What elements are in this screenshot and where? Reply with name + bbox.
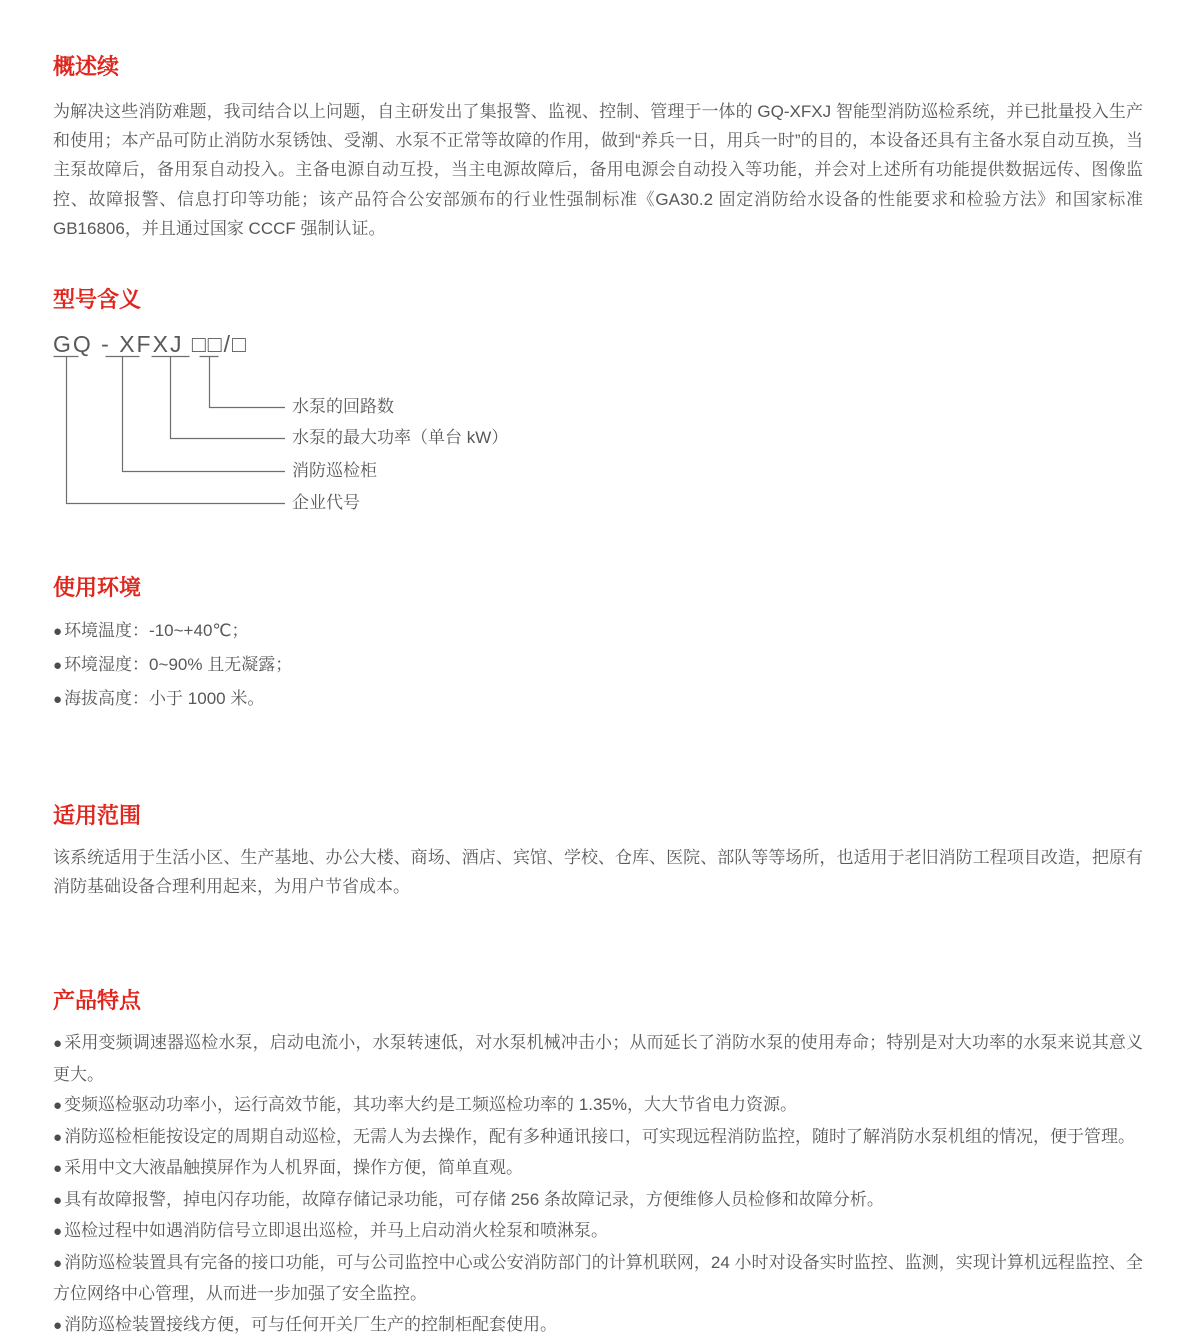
model-diagram-connector-lines (53, 332, 293, 512)
bullet-icon: ● (53, 1160, 63, 1178)
model-label-pump-circuit-count: 水泵的回路数 (292, 397, 394, 417)
scope-paragraph: 该系统适用于生活小区、生产基地、办公大楼、商场、酒店、宾馆、学校、仓库、医院、部队等等场所，也适用于老旧消防工程项目改造，把原有消防基础设备合理利用起来，为用户节省成本。 (53, 848, 1143, 897)
list-item (53, 1028, 1143, 1090)
list-item (53, 1310, 1143, 1342)
feature-item-text: 采用变频调速器巡检水泵，启动电流小，水泵转速低，对水泵机械冲击小；从而延长了消防水泵的使用寿命；特别是对大功率的水泵来说其意义更大。 (53, 1033, 1143, 1084)
feature-item-text: 采用中文大液晶触摸屏作为人机界面，操作方便，简单直观。 (64, 1158, 524, 1178)
list-item (53, 1185, 1143, 1217)
feature-item-text: 巡检过程中如遇消防信号立即退出巡检，并马上启动消火栓泵和喷淋泵。 (64, 1221, 609, 1241)
environment-section-title: 使用环境 (53, 575, 142, 601)
environment-item-text: 海拔高度：小于 1000 米。 (64, 689, 265, 709)
environment-item-text: 环境湿度：0~90% 且无凝露； (64, 655, 293, 675)
bullet-icon: ● (53, 623, 63, 641)
list-item (53, 614, 1143, 648)
bullet-icon: ● (53, 1097, 63, 1115)
feature-item-text: 消防巡检装置接线方便，可与任何开关厂生产的控制柜配套使用。 (64, 1314, 558, 1334)
bullet-icon: ● (53, 1035, 63, 1053)
environment-list (53, 614, 1143, 716)
list-item (53, 1090, 1143, 1122)
features-section-title: 产品特点 (53, 988, 142, 1014)
features-list (53, 1028, 1143, 1341)
overview-paragraph: 为解决这些消防难题，我司结合以上问题，自主研发出了集报警、监视、控制、管理于一体的 GQ-XFXJ 智能型消防巡检系统，并已批量投入生产和使用；本产品可防止消防水泵锈蚀、受潮、水泵不正常等故障的作用，做到“养兵一日，用兵一时”的目的，本设备还具有主备水泵自动互换，当主泵故障后，备用泵自动投入。主备电源自动互投，当主电源故障后，备用电源会自动投入等功能，并会对上述所有功能提供数据远传、图像监控、故障报警、信息打印等功能；该产品符合公安部颁布的行业性强制标准《GA30.2 固定消防给水设备的性能要求和检验方法》和国家标准 GB16806，并且通过国家 CCCF 强制认证。 (53, 102, 1143, 238)
model-section-title: 型号含义 (53, 287, 142, 313)
model-meaning-diagram (53, 332, 1143, 517)
bullet-icon: ● (53, 1316, 63, 1334)
bullet-icon: ● (53, 1223, 63, 1241)
model-label-inspection-cabinet: 消防巡检柜 (292, 461, 377, 481)
scope-section-title: 适用范围 (53, 803, 142, 829)
bullet-icon: ● (53, 691, 63, 709)
feature-item-text: 变频巡检驱动功率小，运行高效节能，其功率大约是工频巡检功率的 1.35%，大大节省电力资源。 (64, 1095, 797, 1115)
feature-item-text: 消防巡检装置具有完备的接口功能，可与公司监控中心或公安消防部门的计算机联网，24 小时对设备实时监控、监测，实现计算机远程监控、全方位网络中心管理，从而进一步加强了安全监控。 (53, 1252, 1143, 1304)
list-item (53, 648, 1143, 682)
overview-section-title: 概述续 (53, 54, 120, 79)
model-code-text: GQ - XFXJ □□/□ (53, 331, 248, 358)
list-item (53, 1153, 1143, 1185)
bullet-icon: ● (53, 1191, 63, 1209)
list-item (53, 1248, 1143, 1310)
bullet-icon: ● (53, 1254, 63, 1272)
model-label-pump-max-power: 水泵的最大功率（单台 kW） (292, 428, 509, 448)
list-item (53, 1122, 1143, 1154)
bullet-icon: ● (53, 657, 63, 675)
model-label-enterprise-code: 企业代号 (292, 493, 360, 513)
feature-item-text: 具有故障报警，掉电闪存功能，故障存储记录功能，可存储 256 条故障记录，方便维修人员检修和故障分析。 (64, 1189, 884, 1209)
feature-item-text: 消防巡检柜能按设定的周期自动巡检，无需人为去操作，配有多种通讯接口，可实现远程消防监控，随时了解消防水泵机组的情况，便于管理。 (64, 1126, 1136, 1146)
list-item (53, 1216, 1143, 1248)
list-item (53, 682, 1143, 716)
environment-item-text: 环境温度：-10~+40℃； (64, 621, 249, 641)
bullet-icon: ● (53, 1128, 63, 1146)
